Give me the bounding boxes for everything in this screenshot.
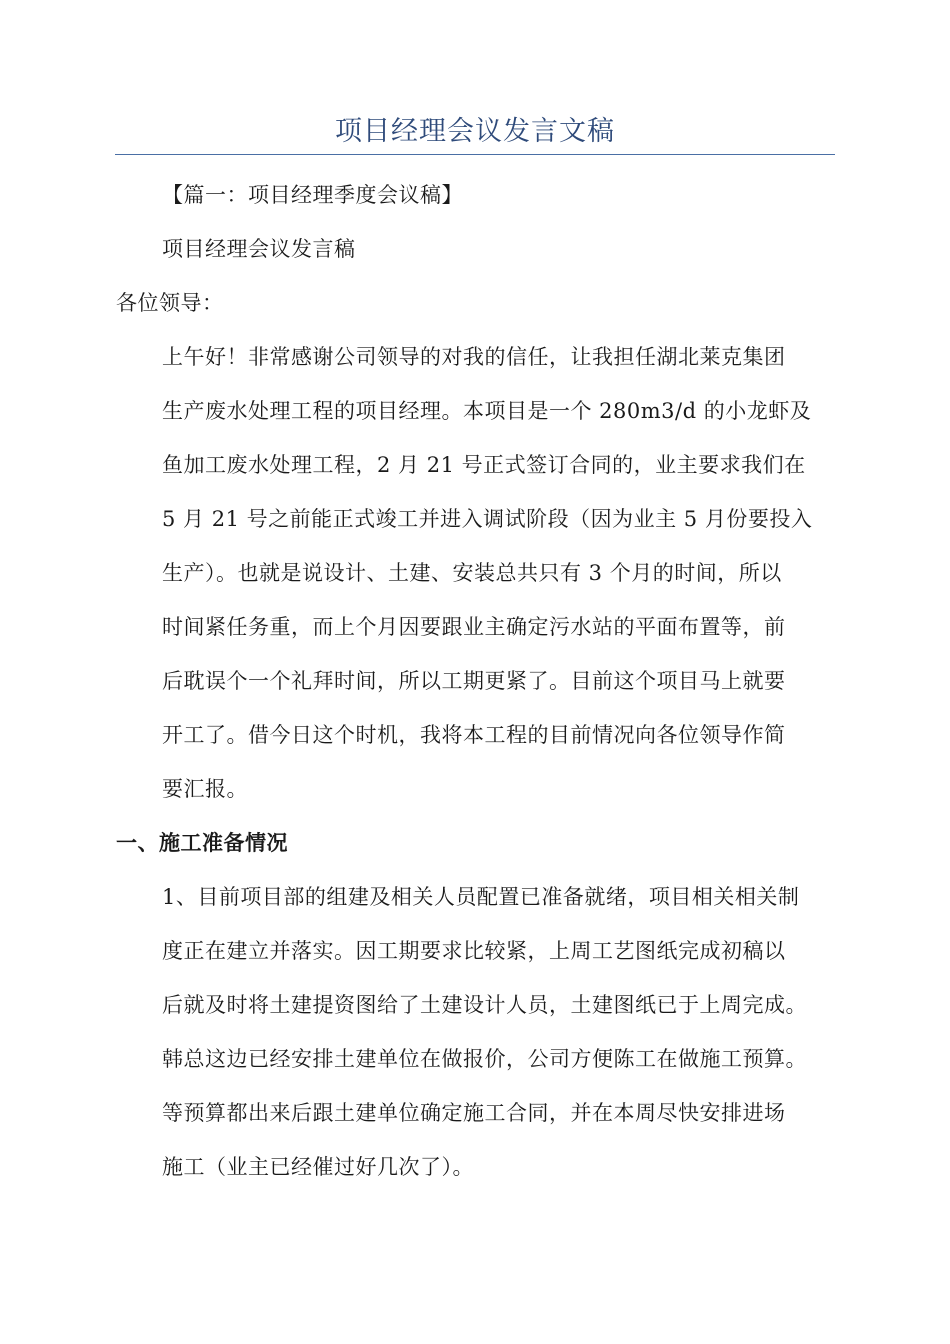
- paragraph2-line: 施工（业主已经催过好几次了）。: [162, 1155, 474, 1179]
- paragraph1-line: 时间紧任务重，而上个月因要跟业主确定污水站的平面布置等，前: [162, 615, 786, 639]
- paragraph2-line: 等预算都出来后跟土建单位确定施工合同，并在本周尽快安排进场: [162, 1101, 786, 1125]
- paragraph2-line: 度正在建立并落实。因工期要求比较紧，上周工艺图纸完成初稿以: [162, 939, 786, 963]
- title-underline: [115, 154, 835, 155]
- paragraph1-line: 开工了。借今日这个时机，我将本工程的目前情况向各位领导作简: [162, 723, 786, 747]
- paragraph2-line: 后就及时将土建提资图给了土建设计人员，土建图纸已于上周完成。: [162, 993, 807, 1017]
- paragraph2-line: 韩总这边已经安排土建单位在做报价，公司方便陈工在做施工预算。: [162, 1047, 807, 1071]
- paragraph1-line: 生产）。也就是说设计、土建、安装总共只有 3 个月的时间，所以: [162, 561, 782, 585]
- paragraph1-line: 鱼加工废水处理工程，2 月 21 号正式签订合同的，业主要求我们在: [162, 453, 806, 477]
- subtitle: 项目经理会议发言稿: [162, 237, 356, 261]
- paragraph1-line: 上午好！非常感谢公司领导的对我的信任，让我担任湖北莱克集团: [162, 345, 786, 369]
- paragraph1-line: 5 月 21 号之前能正式竣工并进入调试阶段（因为业主 5 月份要投入: [162, 507, 813, 531]
- paragraph2-line: 1、目前项目部的组建及相关人员配置已准备就绪，项目相关相关制: [162, 885, 800, 909]
- greeting: 各位领导：: [116, 291, 224, 315]
- paragraph1-line: 生产废水处理工程的项目经理。本项目是一个 280m3/d 的小龙虾及: [162, 399, 812, 423]
- section-heading: 一、施工准备情况: [116, 830, 288, 855]
- section-tag: 【篇一：项目经理季度会议稿】: [162, 183, 463, 207]
- paragraph1-line: 要汇报。: [162, 777, 248, 801]
- paragraph1-line: 后耽误个一个礼拜时间，所以工期更紧了。目前这个项目马上就要: [162, 669, 786, 693]
- document-title: 项目经理会议发言文稿: [335, 116, 615, 147]
